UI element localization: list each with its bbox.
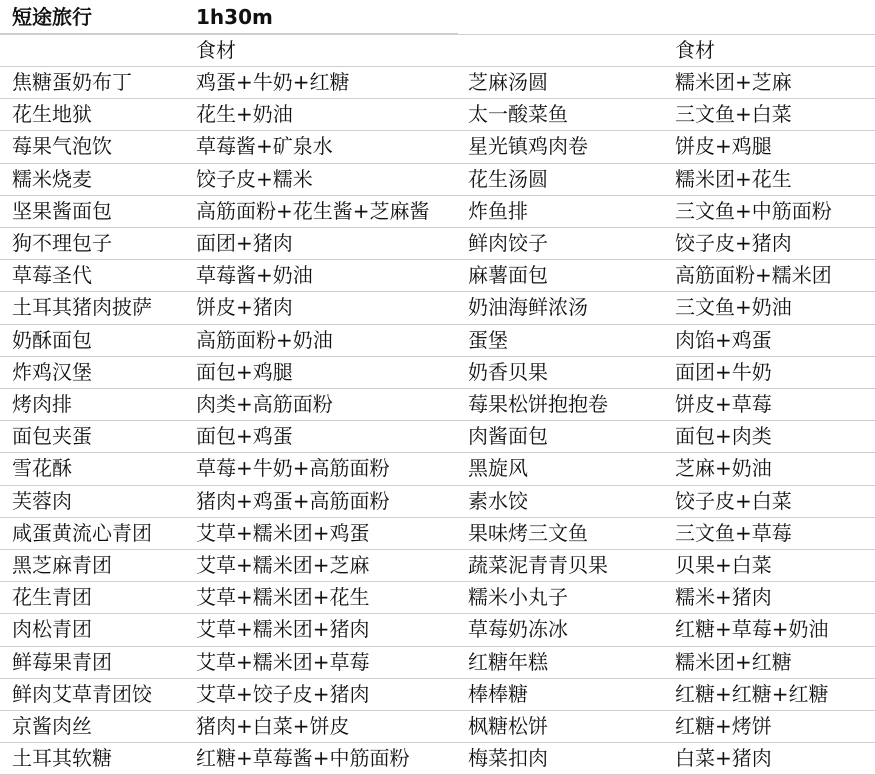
recipe-name-right: 星光镇鸡肉卷 xyxy=(468,134,588,159)
table-row xyxy=(0,550,875,582)
ingredients-right: 饺子皮+白菜 xyxy=(675,488,792,513)
table-row xyxy=(0,292,875,324)
recipe-name-left: 焦糖蛋奶布丁 xyxy=(12,70,132,94)
recipe-name-right: 梅菜扣肉 xyxy=(468,746,548,771)
ingredients-right: 红糖+烤饼 xyxy=(675,714,772,738)
table-row xyxy=(0,421,875,453)
table-row xyxy=(0,389,875,421)
ingredients-right: 三文鱼+草莓 xyxy=(675,520,792,545)
recipe-name-left: 土耳其软糖 xyxy=(12,746,112,771)
ingredients-left: 艾草+糯米团+芝麻 xyxy=(196,553,370,577)
recipe-name-left: 黑芝麻青团 xyxy=(12,553,112,577)
ingredients-right: 红糖+红糖+红糖 xyxy=(675,681,829,706)
recipe-name-right: 草莓奶冻冰 xyxy=(468,617,568,642)
recipe-name-left: 肉松青团 xyxy=(12,617,92,642)
recipe-name-left: 京酱肉丝 xyxy=(12,714,92,738)
ingredients-right: 饼皮+草莓 xyxy=(675,392,772,416)
ingredients-left: 猪肉+白菜+饼皮 xyxy=(196,714,350,738)
ingredients-right: 芝麻+奶油 xyxy=(675,456,772,481)
table-row xyxy=(0,518,875,550)
recipe-name-left: 芙蓉肉 xyxy=(12,488,72,513)
recipe-name-right: 奶油海鲜浓汤 xyxy=(468,295,588,320)
recipe-name-left: 鲜肉艾草青团饺 xyxy=(12,681,152,706)
recipe-name-right: 芝麻汤圆 xyxy=(468,70,548,94)
ingredients-left: 面团+猪肉 xyxy=(196,231,293,255)
recipe-name-left: 莓果气泡饮 xyxy=(12,134,112,159)
table-row xyxy=(0,486,875,518)
ingredients-right: 糯米团+花生 xyxy=(675,166,792,191)
recipe-name-right: 太一酸菜鱼 xyxy=(468,102,568,127)
table-row xyxy=(0,196,875,228)
recipe-name-right: 红糖年糕 xyxy=(468,649,548,674)
ingredients-left: 草莓+牛奶+高筋面粉 xyxy=(196,456,390,481)
ingredients-left: 高筋面粉+奶油 xyxy=(196,327,333,352)
table-row xyxy=(0,711,875,743)
recipe-name-right: 棒棒糖 xyxy=(468,681,528,706)
ingredients-left: 鸡蛋+牛奶+红糖 xyxy=(196,70,350,94)
ingredients-left: 花生+奶油 xyxy=(196,102,293,127)
recipe-name-right: 素水饺 xyxy=(468,488,528,513)
table-row xyxy=(0,131,875,163)
ingredients-right: 饼皮+鸡腿 xyxy=(675,134,772,159)
recipe-name-left: 炸鸡汉堡 xyxy=(12,359,92,384)
table-row xyxy=(0,99,875,131)
recipe-name-right: 蛋堡 xyxy=(468,327,508,352)
title-row xyxy=(0,0,875,34)
recipe-name-left: 奶酥面包 xyxy=(12,327,92,352)
ingredients-right: 白菜+猪肉 xyxy=(675,746,772,771)
recipe-name-left: 咸蛋黄流心青团 xyxy=(12,520,152,545)
ingredients-right: 糯米团+红糖 xyxy=(675,649,792,674)
ingredients-right: 面团+牛奶 xyxy=(675,359,772,384)
recipe-name-right: 奶香贝果 xyxy=(468,359,548,384)
recipe-name-right: 糯米小丸子 xyxy=(468,585,568,610)
recipe-name-right: 鲜肉饺子 xyxy=(468,231,548,255)
ingredients-left: 艾草+糯米团+花生 xyxy=(196,585,370,610)
ingredients-left: 草莓酱+矿泉水 xyxy=(196,134,333,159)
ingredients-left: 艾草+饺子皮+猪肉 xyxy=(196,681,370,706)
ingredients-left: 高筋面粉+花生酱+芝麻酱 xyxy=(196,198,430,223)
ingredients-right: 红糖+草莓+奶油 xyxy=(675,617,829,642)
ingredients-header-left: 食材 xyxy=(196,38,236,62)
ingredients-left: 艾草+糯米团+猪肉 xyxy=(196,617,370,642)
recipe-name-left: 面包夹蛋 xyxy=(12,424,92,449)
recipe-name-right: 蔬菜泥青青贝果 xyxy=(468,553,608,577)
recipe-name-left: 花生地狱 xyxy=(12,102,92,127)
ingredients-left: 面包+鸡腿 xyxy=(196,359,293,384)
ingredients-right: 饺子皮+猪肉 xyxy=(675,231,792,255)
recipe-name-left: 草莓圣代 xyxy=(12,263,92,288)
recipe-name-left: 花生青团 xyxy=(12,585,92,610)
ingredients-left: 艾草+糯米团+鸡蛋 xyxy=(196,520,370,545)
table-row xyxy=(0,647,875,679)
ingredients-left: 红糖+草莓酱+中筋面粉 xyxy=(196,746,410,771)
recipe-name-right: 莓果松饼抱抱卷 xyxy=(468,392,608,416)
table-row xyxy=(0,453,875,485)
recipe-name-left: 糯米烧麦 xyxy=(12,166,92,191)
ingredients-right: 高筋面粉+糯米团 xyxy=(675,263,832,288)
table-row xyxy=(0,67,875,99)
table-row xyxy=(0,164,875,196)
ingredients-left: 猪肉+鸡蛋+高筋面粉 xyxy=(196,488,390,513)
ingredients-right: 面包+肉类 xyxy=(675,424,772,449)
recipe-name-left: 狗不理包子 xyxy=(12,231,112,255)
recipe-name-left: 鲜莓果青团 xyxy=(12,649,112,674)
trip-duration: 1h30m xyxy=(196,5,273,29)
sheet-title: 短途旅行 xyxy=(12,5,92,29)
ingredients-left: 饺子皮+糯米 xyxy=(196,166,313,191)
table-row xyxy=(0,260,875,292)
table-row xyxy=(0,679,875,711)
recipe-name-right: 花生汤圆 xyxy=(468,166,548,191)
recipe-name-right: 黑旋风 xyxy=(468,456,528,481)
ingredients-left: 面包+鸡蛋 xyxy=(196,424,293,449)
recipe-name-left: 坚果酱面包 xyxy=(12,198,112,223)
recipe-name-right: 炸鱼排 xyxy=(468,198,528,223)
ingredients-right: 贝果+白菜 xyxy=(675,553,772,577)
recipe-name-right: 枫糖松饼 xyxy=(468,714,548,738)
header-row xyxy=(0,34,875,67)
table-row xyxy=(0,357,875,389)
table-row xyxy=(0,743,875,775)
recipe-name-left: 烤肉排 xyxy=(12,392,72,416)
ingredients-left: 饼皮+猪肉 xyxy=(196,295,293,320)
ingredients-left: 肉类+高筋面粉 xyxy=(196,392,333,416)
ingredients-right: 三文鱼+白菜 xyxy=(675,102,792,127)
table-row xyxy=(0,228,875,260)
ingredients-right: 三文鱼+中筋面粉 xyxy=(675,198,832,223)
recipe-name-right: 麻薯面包 xyxy=(468,263,548,288)
table-row xyxy=(0,582,875,614)
ingredients-right: 三文鱼+奶油 xyxy=(675,295,792,320)
recipe-name-left: 雪花酥 xyxy=(12,456,72,481)
recipe-name-left: 土耳其猪肉披萨 xyxy=(12,295,152,320)
ingredients-left: 艾草+糯米团+草莓 xyxy=(196,649,370,674)
recipe-name-right: 肉酱面包 xyxy=(468,424,548,449)
ingredients-header-right: 食材 xyxy=(675,38,715,62)
table-row xyxy=(0,325,875,357)
ingredients-right: 糯米团+芝麻 xyxy=(675,70,792,94)
ingredients-right: 糯米+猪肉 xyxy=(675,585,772,610)
ingredients-left: 草莓酱+奶油 xyxy=(196,263,313,288)
recipe-name-right: 果味烤三文鱼 xyxy=(468,520,588,545)
table-row xyxy=(0,614,875,646)
ingredients-right: 肉馅+鸡蛋 xyxy=(675,327,772,352)
